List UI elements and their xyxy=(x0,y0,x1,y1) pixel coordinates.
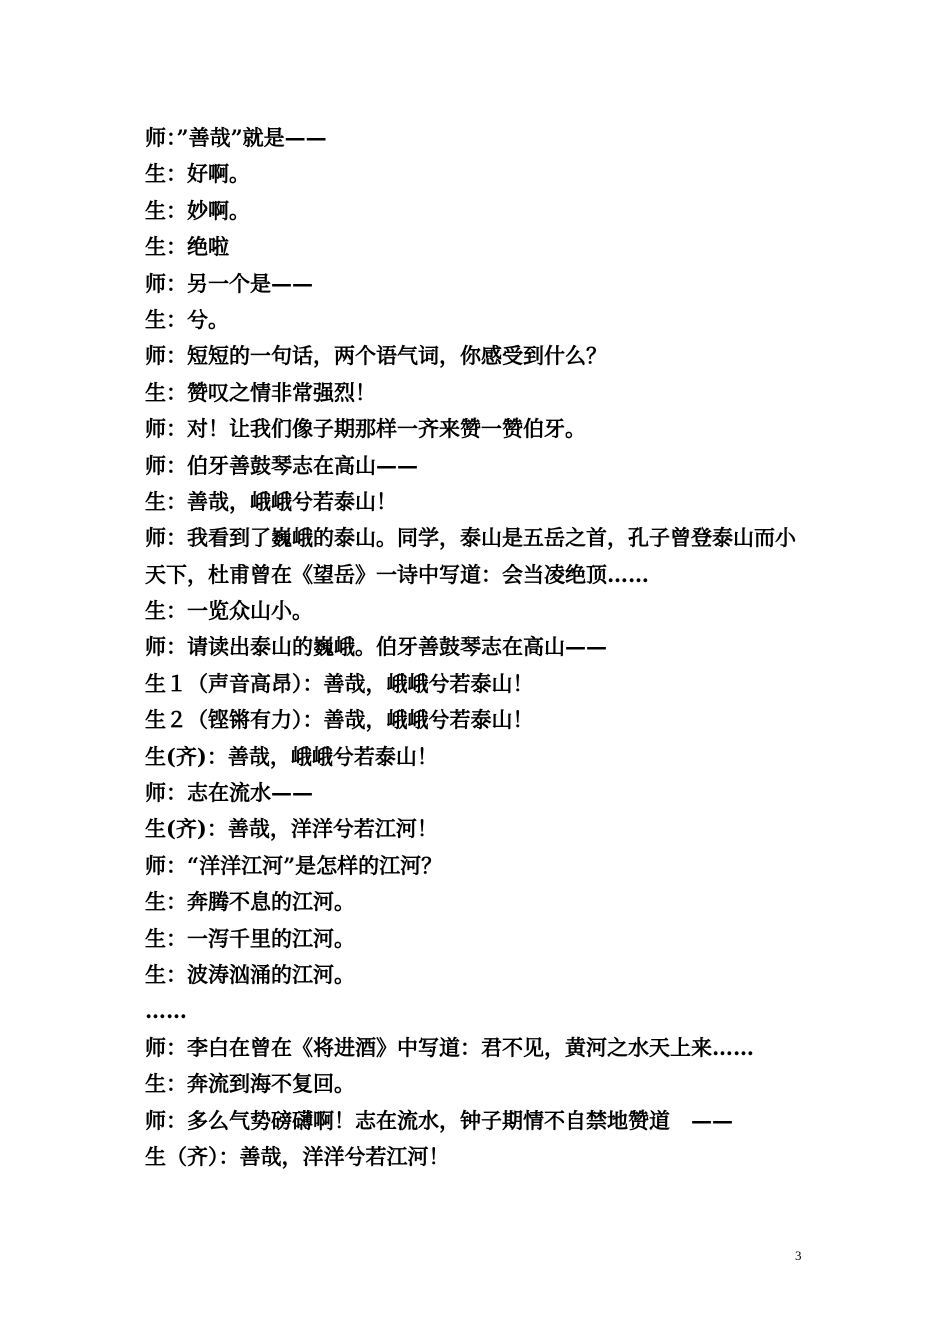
dialogue-line: 生：兮。 xyxy=(145,306,229,332)
dialogue-line: 生：绝啦 xyxy=(145,234,229,260)
dialogue-line: 师：请读出泰山的巍峨。伯牙善鼓琴志在高山—— xyxy=(145,634,607,660)
dialogue-body xyxy=(145,120,825,1175)
dialogue-line: 师：志在流水—— xyxy=(145,780,313,806)
dialogue-line: 生(齐)：善哉，峨峨兮若泰山！ xyxy=(145,743,438,769)
dialogue-line: 师：短短的一句话，两个语气词，你感受到什么？ xyxy=(145,343,607,369)
dialogue-line: 生：奔流到海不复回。 xyxy=(145,1071,355,1097)
page-number: 3 xyxy=(795,1248,802,1263)
dialogue-line: 师：李白在曾在《将进酒》中写道：君不见，黄河之水天上来…… xyxy=(145,1034,754,1060)
dialogue-line: 生：一览众山小。 xyxy=(145,598,313,624)
dialogue-line: 生１（声音高昂）：善哉，峨峨兮若泰山！ xyxy=(145,670,534,696)
dialogue-line: 生：波涛汹涌的江河。 xyxy=(145,961,355,987)
dialogue-line: 生：善哉，峨峨兮若泰山！ xyxy=(145,488,397,514)
dialogue-line: 师：伯牙善鼓琴志在高山—— xyxy=(145,452,418,478)
dialogue-line: 师：多么气势磅礴啊！志在流水，钟子期情不自禁地赞道 —— xyxy=(145,1107,733,1133)
dialogue-line: 生：赞叹之情非常强烈！ xyxy=(145,379,376,405)
dialogue-line: 生：一泻千里的江河。 xyxy=(145,925,355,951)
dialogue-line: 师：对！让我们像子期那样一齐来赞一赞伯牙。 xyxy=(145,416,586,442)
dialogue-line: 生：好啊。 xyxy=(145,161,250,187)
dialogue-line: 师：“洋洋江河”是怎样的江河？ xyxy=(145,852,443,878)
dialogue-line: …… xyxy=(145,998,187,1024)
dialogue-line: 生（齐）：善哉，洋洋兮若江河！ xyxy=(145,1143,450,1169)
dialogue-line: 师：”善哉”就是—— xyxy=(145,125,327,150)
dialogue-line: 天下，杜甫曾在《望岳》一诗中写道：会当凌绝顶…… xyxy=(145,561,649,587)
dialogue-line: 生(齐)：善哉，洋洋兮若江河！ xyxy=(145,816,438,842)
dialogue-line: 生：奔腾不息的江河。 xyxy=(145,889,355,915)
dialogue-line: 生：妙啊。 xyxy=(145,197,250,223)
dialogue-line: 师：我看到了巍峨的泰山。同学，泰山是五岳之首，孔子曾登泰山而小 xyxy=(145,525,796,551)
dialogue-line: 师：另一个是—— xyxy=(145,270,313,296)
dialogue-line: 生２（铿锵有力）：善哉，峨峨兮若泰山！ xyxy=(145,707,534,733)
